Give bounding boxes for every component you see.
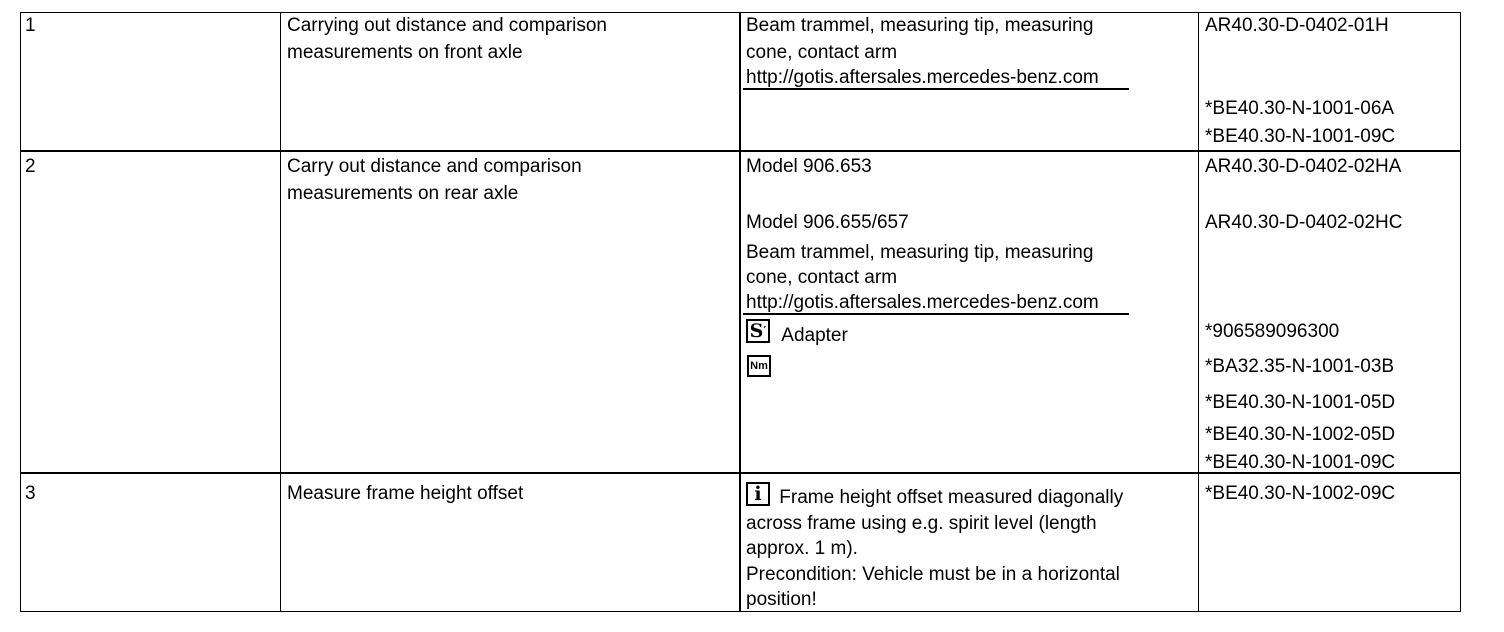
adapter-label: Adapter <box>781 325 848 346</box>
row-divider <box>21 150 1460 152</box>
torque-row <box>747 355 771 380</box>
task-line: Measure frame height offset <box>287 483 524 504</box>
reference-code: *BE40.30-N-1001-09C <box>1205 452 1396 473</box>
adapter-row <box>746 319 848 348</box>
reference-code: *906589096300 <box>1205 321 1340 342</box>
reference-code: *BE40.30-N-1001-09C <box>1205 126 1396 147</box>
gotis-link[interactable]: http://gotis.aftersales.mercedes-benz.com <box>746 292 1099 313</box>
model-label: Model 906.653 <box>746 156 872 177</box>
step-number: 3 <box>25 483 36 504</box>
link-underline <box>743 313 1129 315</box>
tools-line: Beam trammel, measuring tip, measuring <box>746 242 1094 263</box>
reference-code: AR40.30-D-0402-02HA <box>1205 156 1402 177</box>
task-line: measurements on front axle <box>287 42 523 63</box>
tools-line: cone, contact arm <box>746 267 898 288</box>
work-steps-table <box>20 12 1461 612</box>
note-line: Frame height offset measured diagonally <box>779 487 1124 508</box>
reference-code: AR40.30-D-0402-02HC <box>1205 212 1403 233</box>
tools-line: cone, contact arm <box>746 42 898 63</box>
model-label: Model 906.655/657 <box>746 212 909 233</box>
reference-code: *BE40.30-N-1002-05D <box>1205 424 1396 445</box>
note-first-line <box>746 482 1123 510</box>
note-line: Precondition: Vehicle must be in a horizontal <box>746 564 1120 585</box>
column-divider <box>280 13 281 611</box>
step-number: 1 <box>25 15 36 36</box>
column-divider <box>1198 13 1199 611</box>
gotis-link[interactable]: http://gotis.aftersales.mercedes-benz.com <box>746 67 1099 88</box>
reference-code: AR40.30-D-0402-01H <box>1205 15 1389 36</box>
note-line: across frame using e.g. spirit level (length <box>746 513 1097 534</box>
step-number: 2 <box>25 156 36 177</box>
reference-code: *BE40.30-N-1001-05D <box>1205 392 1396 413</box>
info-icon: i <box>746 482 770 506</box>
reference-code: *BE40.30-N-1002-09C <box>1205 483 1396 504</box>
link-underline <box>743 88 1129 90</box>
task-line: Carry out distance and comparison <box>287 156 582 177</box>
task-line: measurements on rear axle <box>287 183 519 204</box>
reference-code: *BA32.35-N-1001-03B <box>1205 356 1395 377</box>
task-line: Carrying out distance and comparison <box>287 15 608 36</box>
column-divider <box>739 13 741 611</box>
note-line: position! <box>746 589 817 610</box>
torque-nm-icon[interactable]: Nm <box>747 355 771 377</box>
note-line: approx. 1 m). <box>746 538 858 559</box>
reference-code: *BE40.30-N-1001-06A <box>1205 98 1395 119</box>
special-tool-icon[interactable]: S′ <box>746 319 770 343</box>
tools-line: Beam trammel, measuring tip, measuring <box>746 15 1094 36</box>
